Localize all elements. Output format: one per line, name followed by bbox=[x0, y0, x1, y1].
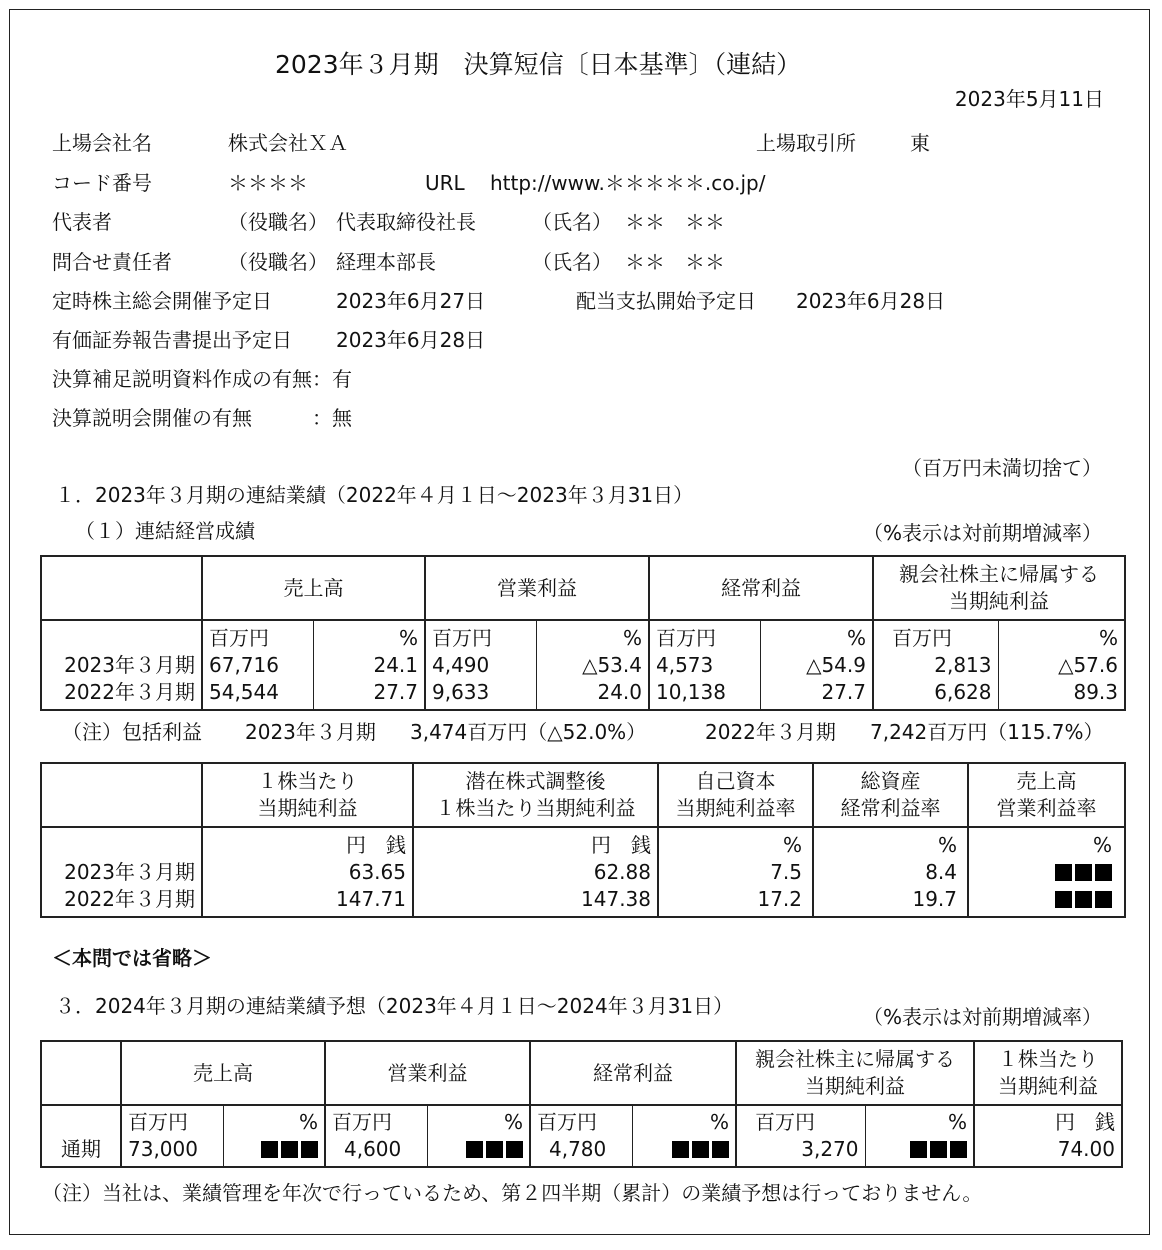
col-diluted-eps bbox=[413, 827, 658, 917]
document-title: 2023年３月期 決算短信〔日本基準〕（連結） bbox=[275, 50, 802, 79]
header-line: 親会社株主に帰属する bbox=[755, 1047, 955, 1071]
contact-name: ＊＊ ＊＊ bbox=[625, 250, 725, 274]
report-value: 2023年6月28日 bbox=[336, 328, 486, 352]
header-line: 自己資本 bbox=[695, 769, 776, 793]
col-ni-pct bbox=[998, 620, 1125, 710]
section3-title: ３．2024年３月期の連結業績予想（2023年４月１日～2024年３月31日） bbox=[55, 994, 734, 1018]
header-line: １株当たり bbox=[257, 769, 358, 793]
unit-percent: % bbox=[1098, 626, 1118, 650]
unit-percent: % bbox=[398, 626, 418, 650]
exchange-value: 東 bbox=[910, 131, 930, 155]
rep-title-label: （役職名） bbox=[228, 210, 328, 234]
col-op bbox=[425, 620, 536, 710]
value-cell: △54.9 bbox=[806, 653, 866, 677]
header-operating-profit: 営業利益 bbox=[425, 556, 649, 620]
header-line: 潜在株式調整後 bbox=[465, 769, 606, 793]
header-line: 経常利益率 bbox=[840, 796, 941, 820]
unit-percent: % bbox=[709, 1110, 729, 1134]
value-cell: 3,270 bbox=[801, 1137, 859, 1161]
value-cell: 4,490 bbox=[432, 653, 490, 677]
forecast-header-op: 営業利益 bbox=[325, 1041, 530, 1105]
redacted-value bbox=[975, 886, 1112, 913]
header-line: 当期純利益 bbox=[805, 1074, 905, 1098]
url-value: http://www.＊＊＊＊＊.co.jp/ bbox=[490, 171, 766, 195]
value-cell: 27.7 bbox=[373, 680, 418, 704]
header-ordinary-profit: 経常利益 bbox=[649, 556, 873, 620]
row-label: 2023年３月期 bbox=[64, 860, 195, 884]
header-eps bbox=[202, 763, 413, 827]
forecast-op bbox=[325, 1105, 427, 1167]
redacted-value bbox=[975, 859, 1112, 886]
comprehensive-prev-value: 7,242百万円（115.7%） bbox=[870, 720, 1104, 744]
dividend-label: 配当支払開始予定日 bbox=[576, 289, 756, 313]
agm-value: 2023年6月27日 bbox=[336, 289, 486, 313]
unit-million: 百万円 bbox=[656, 626, 716, 650]
redacted-value bbox=[639, 1136, 730, 1163]
value-cell: 74.00 bbox=[1057, 1137, 1115, 1161]
section1-subtitle: （１）連結経営成績 bbox=[75, 519, 255, 543]
value-cell: 24.1 bbox=[373, 653, 418, 677]
value-cell: 63.65 bbox=[348, 860, 406, 884]
dividend-value: 2023年6月28日 bbox=[796, 289, 946, 313]
value-cell: 89.3 bbox=[1073, 680, 1118, 704]
header-net-sales: 売上高 bbox=[202, 556, 425, 620]
rep-label: 代表者 bbox=[52, 210, 112, 234]
rep-title: 代表取締役社長 bbox=[336, 210, 476, 234]
code-label: コード番号 bbox=[52, 171, 152, 195]
header-net-income-line1: 親会社株主に帰属する bbox=[899, 562, 1099, 586]
value-cell: 17.2 bbox=[757, 887, 802, 911]
forecast-ord-pct bbox=[632, 1105, 736, 1167]
value-cell: 147.71 bbox=[336, 887, 406, 911]
forecast-sales bbox=[121, 1105, 223, 1167]
forecast-table bbox=[40, 1040, 1123, 1168]
row-labels bbox=[41, 620, 202, 710]
header-line: 総資産 bbox=[860, 769, 921, 793]
value-cell: 9,633 bbox=[432, 680, 490, 704]
report-date: 2023年5月11日 bbox=[954, 87, 1104, 111]
unit-yen-sen: 円 銭 bbox=[346, 833, 406, 857]
comprehensive-prev-period: 2022年３月期 bbox=[705, 720, 836, 744]
value-cell: △53.4 bbox=[582, 653, 642, 677]
unit-percent: % bbox=[782, 833, 802, 857]
forecast-header-sales: 売上高 bbox=[121, 1041, 325, 1105]
header-roa bbox=[813, 763, 968, 827]
unit-percent: % bbox=[947, 1110, 967, 1134]
header-net-income-line2: 当期純利益 bbox=[949, 589, 1049, 613]
header-line: 当期純利益 bbox=[998, 1074, 1098, 1098]
table2-corner bbox=[41, 763, 202, 827]
col-sales-pct bbox=[313, 620, 425, 710]
col-ord-pct bbox=[760, 620, 873, 710]
forecast-header-ni bbox=[736, 1041, 974, 1105]
col-roa bbox=[813, 827, 968, 917]
value-cell: 4,600 bbox=[344, 1137, 402, 1161]
unit-million: 百万円 bbox=[432, 626, 492, 650]
col-ni bbox=[873, 620, 998, 710]
unit-percent: % bbox=[503, 1110, 523, 1134]
col-eps bbox=[202, 827, 413, 917]
supplementary-material: 決算補足説明資料作成の有無：有 bbox=[52, 367, 352, 391]
rep-name: ＊＊ ＊＊ bbox=[625, 210, 725, 234]
company-label: 上場会社名 bbox=[52, 131, 152, 155]
value-cell: 4,780 bbox=[549, 1137, 607, 1161]
header-roe bbox=[658, 763, 813, 827]
unit-million: 百万円 bbox=[209, 626, 269, 650]
unit-percent: % bbox=[1092, 833, 1112, 857]
header-line: 営業利益率 bbox=[996, 796, 1097, 820]
row-labels bbox=[41, 827, 202, 917]
contact-name-label: （氏名） bbox=[532, 250, 612, 274]
row-label: 2022年３月期 bbox=[64, 887, 195, 911]
url-label: URL bbox=[425, 171, 465, 195]
row-label: 2023年３月期 bbox=[64, 653, 195, 677]
forecast-ni-pct bbox=[865, 1105, 974, 1167]
header-line: １株当たり当期純利益 bbox=[435, 796, 636, 820]
redacted-value bbox=[230, 1136, 319, 1163]
forecast-ord bbox=[530, 1105, 632, 1167]
row-label-spacer bbox=[48, 625, 195, 652]
value-cell: 8.4 bbox=[925, 860, 957, 884]
value-cell: 73,000 bbox=[128, 1137, 198, 1161]
company-value: 株式会社ＸＡ bbox=[228, 131, 348, 155]
footnote: （注）当社は、業績管理を年次で行っているため、第２四半期（累計）の業績予想は行っておりません。 bbox=[42, 1181, 983, 1205]
value-cell: 62.88 bbox=[593, 860, 651, 884]
agm-label: 定時株主総会開催予定日 bbox=[52, 289, 272, 313]
unit-percent: % bbox=[846, 626, 866, 650]
table1-corner bbox=[41, 556, 202, 620]
briefing-session: 決算説明会開催の有無 ：無 bbox=[52, 406, 352, 430]
col-op-margin bbox=[968, 827, 1125, 917]
col-ord bbox=[649, 620, 760, 710]
unit-million: 百万円 bbox=[892, 626, 952, 650]
forecast-ni bbox=[736, 1105, 865, 1167]
forecast-sales-pct bbox=[223, 1105, 325, 1167]
forecast-eps bbox=[974, 1105, 1122, 1167]
col-roe bbox=[658, 827, 813, 917]
unit-million: 百万円 bbox=[755, 1110, 815, 1134]
header-diluted-eps bbox=[413, 763, 658, 827]
unit-percent: % bbox=[937, 833, 957, 857]
rounding-note: （百万円未満切捨て） bbox=[902, 456, 1102, 480]
unit-percent: % bbox=[298, 1110, 318, 1134]
value-cell: 10,138 bbox=[656, 680, 726, 704]
forecast-header-ord: 経常利益 bbox=[530, 1041, 736, 1105]
comprehensive-cur-period: 2023年３月期 bbox=[245, 720, 376, 744]
unit-yen-sen: 円 銭 bbox=[591, 833, 651, 857]
unit-yen-sen: 円 銭 bbox=[1055, 1110, 1115, 1134]
col-sales bbox=[202, 620, 313, 710]
percent-note-1: （%表示は対前期増減率） bbox=[862, 521, 1102, 545]
rep-name-label: （氏名） bbox=[532, 210, 612, 234]
redacted-value bbox=[872, 1136, 968, 1163]
per-share-table bbox=[40, 762, 1126, 918]
value-cell: 7.5 bbox=[770, 860, 802, 884]
comprehensive-cur-value: 3,474百万円（△52.0%） bbox=[410, 720, 647, 744]
value-cell: 54,544 bbox=[209, 680, 279, 704]
percent-note-2: （%表示は対前期増減率） bbox=[862, 1005, 1102, 1029]
value-cell: 67,716 bbox=[209, 653, 279, 677]
value-cell: 6,628 bbox=[934, 680, 992, 704]
header-line: 売上高 bbox=[1016, 769, 1077, 793]
forecast-row-label: 通期 bbox=[41, 1105, 121, 1167]
redacted-value bbox=[434, 1136, 524, 1163]
code-value: ＊＊＊＊ bbox=[228, 171, 308, 195]
forecast-header-eps bbox=[974, 1041, 1122, 1105]
omitted-note: ＜本問では省略＞ bbox=[52, 946, 212, 970]
value-cell: △57.6 bbox=[1058, 653, 1118, 677]
header-net-income bbox=[873, 556, 1125, 620]
value-cell: 2,813 bbox=[934, 653, 992, 677]
row-label-spacer bbox=[48, 832, 195, 859]
forecast-op-pct bbox=[427, 1105, 530, 1167]
exchange-label: 上場取引所 bbox=[756, 131, 856, 155]
section1-title: １．2023年３月期の連結業績（2022年４月１日～2023年３月31日） bbox=[55, 483, 694, 507]
report-label: 有価証券報告書提出予定日 bbox=[52, 328, 292, 352]
unit-million: 百万円 bbox=[537, 1110, 597, 1134]
row-label: 2022年３月期 bbox=[64, 680, 195, 704]
table3-corner bbox=[41, 1041, 121, 1105]
contact-title-label: （役職名） bbox=[228, 250, 328, 274]
header-line: 当期純利益率 bbox=[675, 796, 796, 820]
header-line: １株当たり bbox=[998, 1047, 1098, 1071]
contact-label: 問合せ責任者 bbox=[52, 250, 172, 274]
results-table bbox=[40, 555, 1126, 711]
unit-million: 百万円 bbox=[332, 1110, 392, 1134]
unit-percent: % bbox=[622, 626, 642, 650]
unit-million: 百万円 bbox=[128, 1110, 188, 1134]
value-cell: 24.0 bbox=[597, 680, 642, 704]
comprehensive-label: （注）包括利益 bbox=[62, 720, 202, 744]
value-cell: 147.38 bbox=[581, 887, 651, 911]
value-cell: 19.7 bbox=[912, 887, 957, 911]
contact-title: 経理本部長 bbox=[336, 250, 436, 274]
value-cell: 27.7 bbox=[821, 680, 866, 704]
value-cell: 4,573 bbox=[656, 653, 714, 677]
header-line: 当期純利益 bbox=[257, 796, 358, 820]
col-op-pct bbox=[536, 620, 649, 710]
header-op-margin bbox=[968, 763, 1125, 827]
